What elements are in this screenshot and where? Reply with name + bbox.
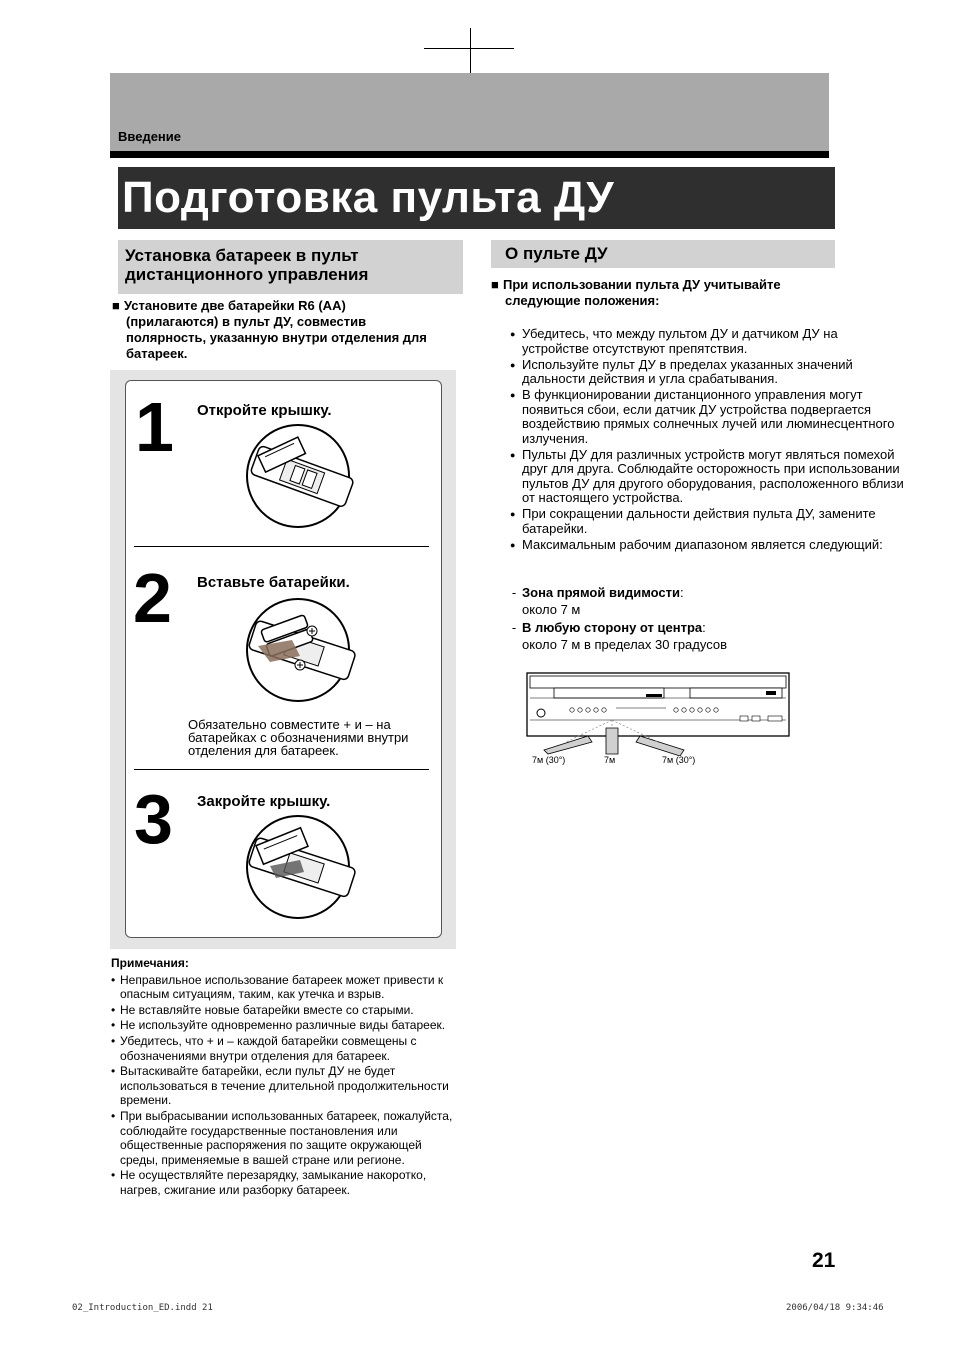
bullet-item: ● В функционировании дистанционного управления могут появиться сбои, если датчик ДУ устройства подвергается воздействию прямых солнечных лучей или люминесцентного излучения. xyxy=(506,388,906,446)
range-colon: : xyxy=(680,585,684,600)
battery-lead-text xyxy=(112,298,467,362)
remote-bullets xyxy=(506,327,906,554)
crop-mark-horizontal xyxy=(424,48,514,49)
step-number-2: 2 xyxy=(133,559,172,637)
square-bullet-icon: ■ xyxy=(112,298,120,313)
note-item: • Неправильное использование батареек может привести к опасным ситуациям, таким, как утечка и взрыв. xyxy=(111,973,461,1002)
range-label: Зона прямой видимости xyxy=(522,585,681,600)
note-item: • При выбрасывании использованных батареек, пожалуйста, соблюдайте государственные постановления или общественные распоряжения по защите окружающей среды, применяемые в вашей стране или регионе. xyxy=(111,1109,461,1167)
bullet-item: ● Используйте пульт ДУ в пределах указанных значений дальности действия и угла срабатывания. xyxy=(506,358,906,387)
notes-block xyxy=(111,956,461,1199)
step-title-2: Вставьте батарейки. xyxy=(197,574,350,591)
range-label-right: 7м (30°) xyxy=(662,755,696,765)
dvd-vcr-recorder-icon xyxy=(526,672,792,756)
lead-line: Установите две батарейки R6 (AA) xyxy=(124,298,346,313)
page-number: 21 xyxy=(812,1249,836,1272)
header-band xyxy=(110,73,829,151)
range-label-center: 7м xyxy=(604,755,616,765)
step-title-3: Закройте крышку. xyxy=(197,793,331,810)
range-label-left: 7м (30°) xyxy=(532,755,566,765)
note-item: • Не осуществляйте перезарядку, замыкание накоротко, нагрев, сжигание или разборку батареек. xyxy=(111,1168,461,1197)
range-value: около 7 м в пределах 30 градусов xyxy=(522,637,728,652)
lead-line: следующие положения: xyxy=(505,293,660,308)
step-2-note: Обязательно совместите + и – на батарейках с обозначениями внутри отделения для батареек. xyxy=(188,717,409,758)
section-label: Введение xyxy=(118,129,181,144)
bullet-item: ● Пульты ДУ для различных устройств могут являться помехой друг для друга. Соблюдайте осторожность при использовании пультов ДУ для другого оборудования, расположенного вблизи от настоящего устройства. xyxy=(506,448,906,506)
step-number-3: 3 xyxy=(134,780,173,858)
range-colon: : xyxy=(702,620,706,635)
footer-file-name: 02_Introduction_ED.indd 21 xyxy=(72,1303,213,1313)
bullet-item: ● Убедитесь, что между пультом ДУ и датчиком ДУ на устройстве отсутствуют препятствия. xyxy=(506,327,906,356)
notes-header: Примечания: xyxy=(111,956,189,970)
header-rule xyxy=(110,151,829,158)
lead-line: полярность, указанную внутри отделения для xyxy=(126,330,427,345)
footer-timestamp: 2006/04/18 9:34:46 xyxy=(786,1303,884,1313)
step-divider xyxy=(134,769,429,770)
step-divider xyxy=(134,546,429,547)
step-title-1: Откройте крышку. xyxy=(197,402,332,419)
range-row xyxy=(506,620,886,636)
remote-lead-text xyxy=(491,277,831,309)
page-title: Подготовка пульта ДУ xyxy=(122,173,615,222)
range-value: около 7 м xyxy=(522,602,581,617)
range-block xyxy=(506,585,886,655)
note-item: • Убедитесь, что + и – каждой батарейки совмещены с обозначениями внутри отделения для батареек. xyxy=(111,1034,461,1063)
note-item: • Вытаскивайте батарейки, если пульт ДУ не будет использоваться в течение длительной продолжительности времени. xyxy=(111,1064,461,1108)
note-item: • Не используйте одновременно различные виды батареек. xyxy=(111,1018,461,1033)
bullet-item: ● При сокращении дальности действия пульта ДУ, замените батарейки. xyxy=(506,507,906,536)
lead-line: батареек. xyxy=(126,346,188,361)
range-label: В любую сторону от центра xyxy=(522,620,703,635)
lead-line: При использовании пульта ДУ учитывайте xyxy=(503,277,781,292)
lead-line: (прилагаются) в пульт ДУ, совместив xyxy=(126,314,367,329)
battery-install-heading: Установка батареек в пульт дистанционного управления xyxy=(118,240,463,294)
range-row xyxy=(506,585,886,601)
notes-list xyxy=(111,973,461,1198)
range-dash: - xyxy=(511,620,517,635)
note-item: • Не вставляйте новые батарейки вместе со старыми. xyxy=(111,1003,461,1018)
bullet-item: ● Максимальным рабочим диапазоном является следующий: xyxy=(506,538,942,553)
remote-bullet-list xyxy=(506,327,906,552)
crop-mark-vertical xyxy=(470,28,471,73)
square-bullet-icon: ■ xyxy=(491,277,499,292)
about-remote-heading: О пульте ДУ xyxy=(491,240,835,268)
step-number-1: 1 xyxy=(135,388,174,466)
range-dash: - xyxy=(511,585,517,600)
